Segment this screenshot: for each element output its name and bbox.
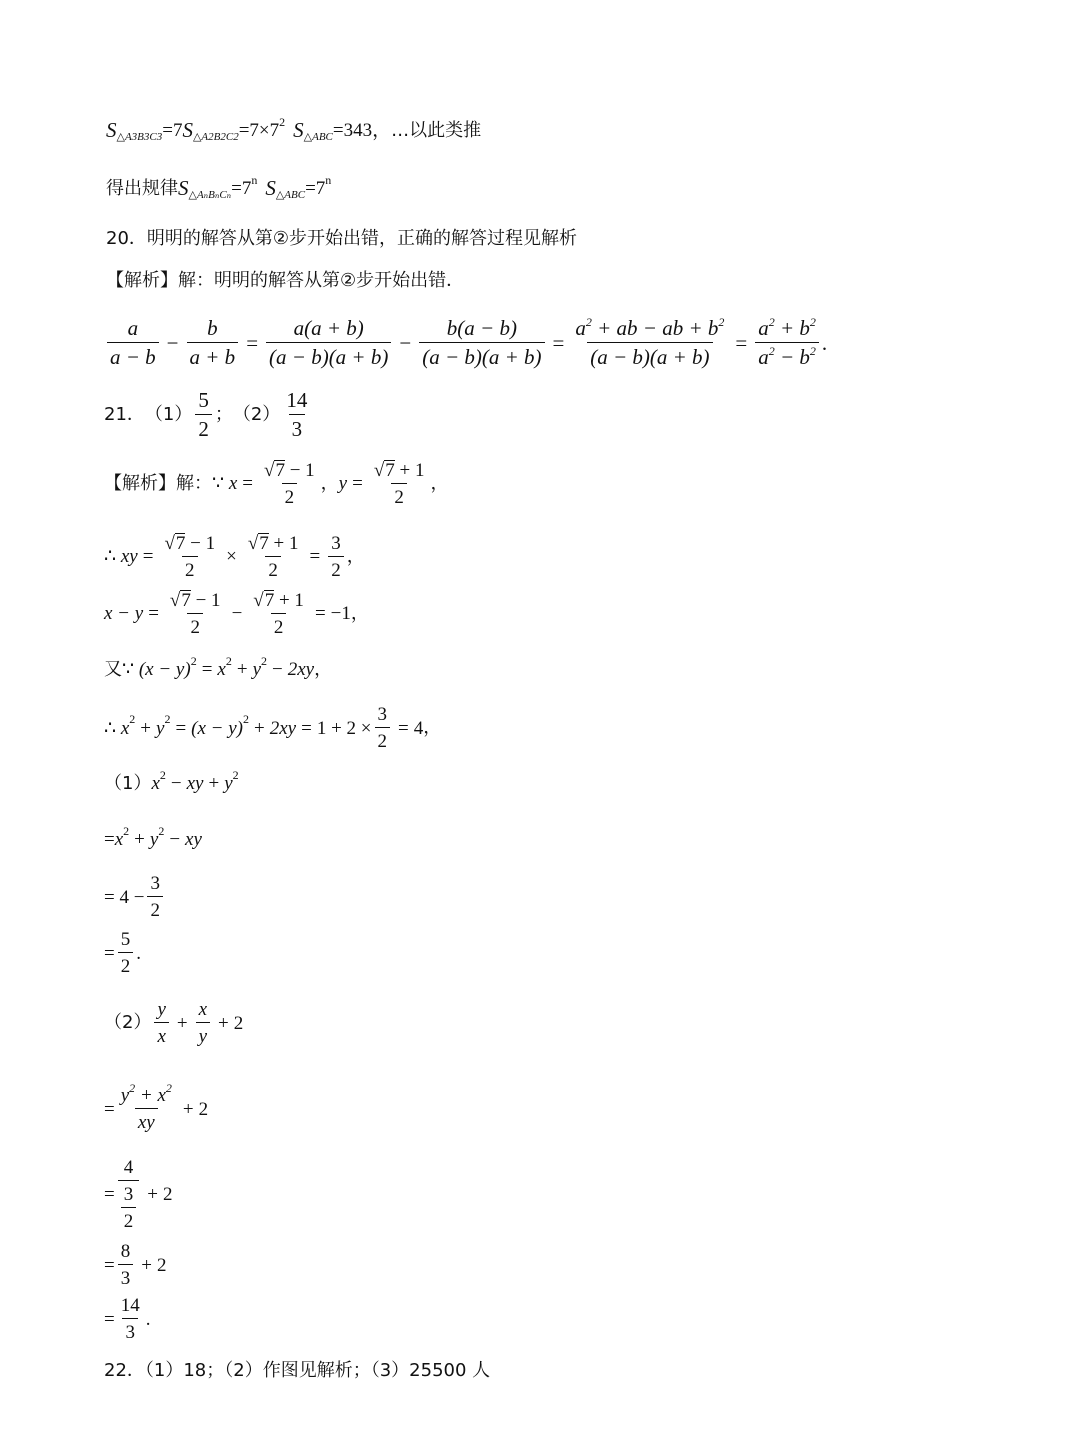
part-2-result: = $\frac{14}{3}$ . [104,1295,151,1343]
area-relation-line: S △A3B3C3 =7 S △A2B2C2 =7×7 2 S △ABC =343， …以此类推 [106,114,482,143]
part-1-step-2: = 4 − $\frac{3}{2}$ [104,874,166,920]
question-21-answer: 21． （1） $\frac{5}{2}$ ； （2） $\frac{14}{3}$ [104,388,308,441]
question-20-answer: 20．明明的解答从第②步开始出错，正确的解答过程见解析 [106,228,578,249]
question-22-answer: 22．（1）18；（2）作图见解析；（3）25500 人 [104,1360,491,1381]
part-1-expression: （1） x 2 − xy + y 2 [104,767,239,794]
question-20-equation: $\frac{a}{a - b}$ − $\frac{b}{a + b}$ = $\frac{a(a + b)}{(a - b)(a + b)}$ − $\frac{b(a - b)}{(a - b)(a + b)}$ = $\frac{a^2 + ab - ab + b^2}{(a - b)(a + b)}$ = $\frac{a^2 + b^2}{a^2 - b^2}$ . [104,318,827,368]
step-x-minus-y: x − y = $\frac{√7 - 1}{2}$ − $\frac{√7 + 1}{2}$ = −1 ， [104,590,369,638]
area-rule-line: 得出规律 S △AₙBₙCₙ =7 n S △ABC =7 n [106,172,332,201]
part-2-expression: （2） $\frac{y}{x}$ + $\frac{x}{y}$ + 2 [104,999,244,1047]
part-2-step-2: = $\frac{4}{\frac{3}{2}}$ + 2 [104,1157,173,1232]
step-xy: ∴ xy = $\frac{√7 - 1}{2}$ × $\frac{√7 + 1}{2}$ = $\frac{3}{2}$ ， [104,532,365,581]
part-2-step-3: = $\frac{8}{3}$ + 2 [104,1241,167,1289]
part-1-result: = $\frac{5}{2}$ . [104,929,141,977]
part-1-step-1: = x 2 + y 2 − xy [104,823,202,850]
question-21-givens: 【解析】解： ∵ x = $\frac{√7 - 1}{2}$ ， y = $\frac{√7 + 1}{2}$ ， [104,460,449,508]
question-20-analysis: 【解析】解：明明的解答从第②步开始出错． [106,270,465,291]
part-2-step-1: = $\frac{y^2 + x^2}{xy}$ + 2 [104,1081,209,1133]
step-identity: 又 ∵ (x − y) 2 = x 2 + y 2 − 2xy ， [104,653,333,680]
step-sum-squares: ∴ x 2 + y 2 = (x − y) 2 + 2xy = 1 + 2 × $\frac{3}{2}$ = 4 ， [104,704,442,752]
